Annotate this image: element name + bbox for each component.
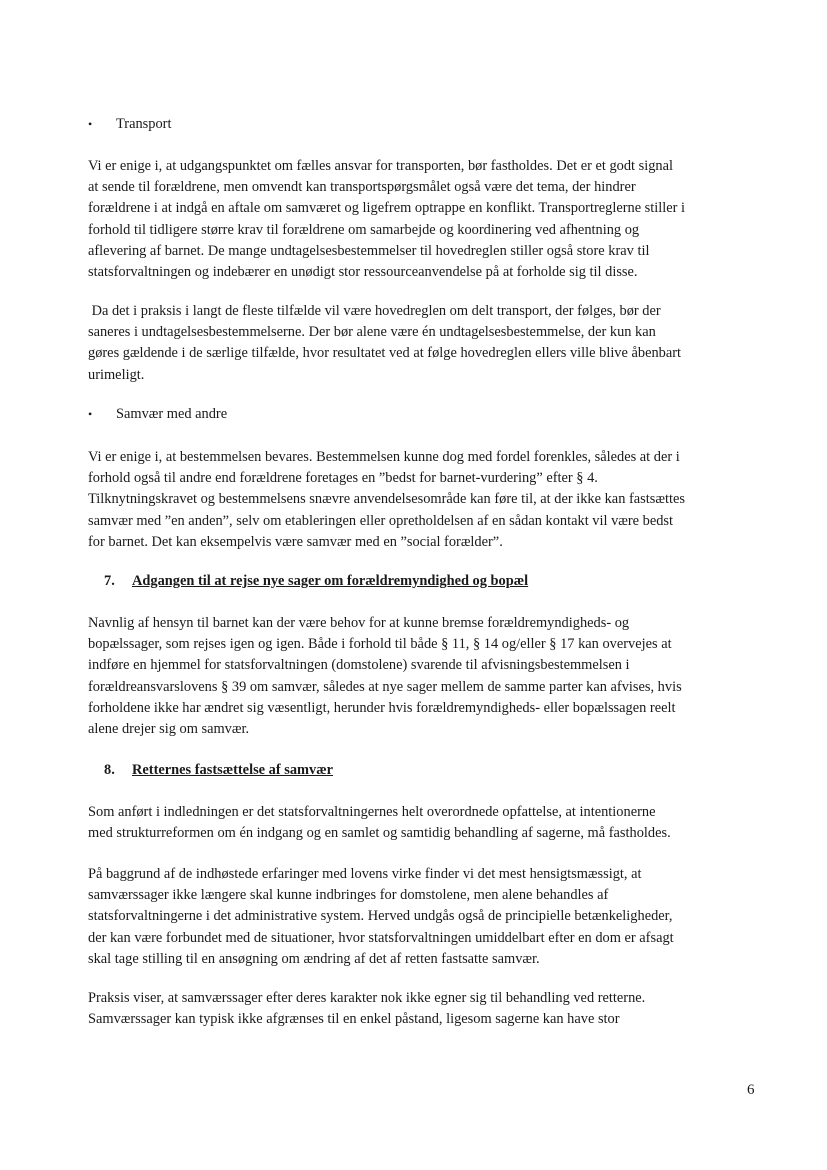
text-line: Som anført i indledningen er det statsforvaltningernes helt overordnede opfattelse, at intentionerne bbox=[88, 804, 656, 820]
text-line: gøres gældende i de særlige tilfælde, hvor resultatet ved at følge hovedreglen ellers ville blive åbenbart bbox=[88, 345, 682, 362]
paragraph-section-7 bbox=[88, 613, 768, 740]
bullet-item-transport bbox=[88, 114, 171, 135]
text-line: skal tage stilling til en ansøgning om ændring af det af retten fastsatte samvær. bbox=[88, 950, 540, 967]
text-line: urimeligt. bbox=[88, 366, 145, 383]
section-title: Adgangen til at rejse nye sager om forældremyndighed og bopæl bbox=[132, 573, 529, 589]
text-line: Da det i praksis i langt de fleste tilfælde vil være hovedreglen om delt transport, der følges, bør der bbox=[88, 303, 661, 319]
text-line: Samværssager kan typisk ikke afgrænses til en enkel påstand, ligesom sagerne kan have stor bbox=[88, 1011, 620, 1028]
text-line: forhold også til andre end forældrene foretages en ”bedst for barnet-vurdering” efter § 4. bbox=[88, 470, 598, 487]
bullet-text: Transport bbox=[116, 116, 172, 132]
text-line: Praksis viser, at samværssager efter deres karakter nok ikke egner sig til behandling ved retterne. bbox=[88, 990, 646, 1006]
text-line: at sende til forældrene, men omvendt kan transportspørgsmålet også være det tema, der hindrer bbox=[88, 179, 636, 196]
text-line: Navnlig af hensyn til barnet kan der være behov for at kunne bremse forældremyndigheds- og bbox=[88, 615, 630, 631]
text-line: forældreansvarslovens § 39 om samvær, således at nye sager mellem de samme parter kan afvises, hvis bbox=[88, 678, 682, 695]
text-line: alene drejer sig om samvær. bbox=[88, 721, 250, 738]
text-line: statsforvaltningen og indebærer en unødigt stor ressourceanvendelse på at forholde sig til disse. bbox=[88, 264, 638, 281]
paragraph-transport-2 bbox=[88, 301, 768, 386]
section-heading-8 bbox=[104, 760, 333, 781]
text-line: På baggrund af de indhøstede erfaringer med lovens virke finder vi det mest hensigtsmæssigt, at bbox=[88, 866, 642, 882]
text-line: der kan være forbundet med de situationer, hvor statsforvaltningen umiddelbart efter en dom er afsagt bbox=[88, 929, 674, 946]
section-number: 7. bbox=[104, 573, 115, 589]
page-number: 6 bbox=[747, 1082, 755, 1098]
text-line: samvær med ”en anden”, selv om etableringen eller opretholdelsen af en sådan kontakt vil være bedst bbox=[88, 512, 674, 529]
text-line: forældrene i at indgå en aftale om samværet og ligefrem optrappe en konflikt. Transportreglerne stiller i bbox=[88, 200, 686, 217]
paragraph-transport-1 bbox=[88, 156, 768, 283]
text-line: Vi er enige i, at udgangspunktet om fælles ansvar for transporten, bør fastholdes. Det er et godt signal bbox=[88, 158, 674, 174]
text-line: saneres i undtagelsesbestemmelserne. Der bør alene være én undtagelsesbestemmelse, der kun kan bbox=[88, 324, 656, 341]
text-line: Vi er enige i, at bestemmelsen bevares. Bestemmelsen kunne dog med fordel forenkles, således at der i bbox=[88, 449, 680, 465]
text-line: Tilknytningskravet og bestemmelsens snævre anvendelsesområde kan føre til, at der ikke kan fastsættes bbox=[88, 491, 685, 508]
bullet-symbol: • bbox=[88, 117, 93, 131]
paragraph-section-8-1 bbox=[88, 802, 768, 844]
bullet-item-samvaer bbox=[88, 404, 227, 425]
text-line: bopælssager, som rejses igen og igen. Både i forhold til både § 11, § 14 og/eller § 17 kan overvejes at bbox=[88, 636, 672, 653]
text-line: forhold til tidligere større krav til forældrene om samarbejde og koordinering ved afhentning og bbox=[88, 221, 640, 238]
text-line: med strukturreformen om én indgang og en samlet og samtidig behandling af sagerne, må fastholdes. bbox=[88, 825, 671, 842]
text-line: aflevering af barnet. De mange undtagelsesbestemmelser til hovedreglen stiller også store krav til bbox=[88, 242, 650, 259]
bullet-symbol: • bbox=[88, 407, 93, 421]
text-line: samværssager ikke længere skal kunne indbringes for domstolene, men alene behandles af bbox=[88, 887, 609, 904]
section-title: Retternes fastsættelse af samvær bbox=[132, 762, 333, 778]
bullet-text: Samvær med andre bbox=[116, 406, 228, 422]
section-heading-7 bbox=[104, 571, 528, 592]
paragraph-samvaer bbox=[88, 447, 768, 553]
paragraph-section-8-3 bbox=[88, 988, 768, 1030]
text-line: forholdene ikke har ændret sig væsentligt, herunder hvis forældremyndigheds- eller bopælssagen reelt bbox=[88, 699, 676, 716]
paragraph-section-8-2 bbox=[88, 864, 768, 970]
text-line: indføre en hjemmel for statsforvaltningen (domstolene) svarende til afvisningsbestemmelsen i bbox=[88, 657, 630, 674]
section-number: 8. bbox=[104, 762, 115, 778]
text-line: for barnet. Det kan eksempelvis være samvær med en ”social forælder”. bbox=[88, 533, 503, 550]
text-line: statsforvaltningerne i det administrative system. Herved undgås også de principielle betænkeligheder, bbox=[88, 908, 673, 925]
